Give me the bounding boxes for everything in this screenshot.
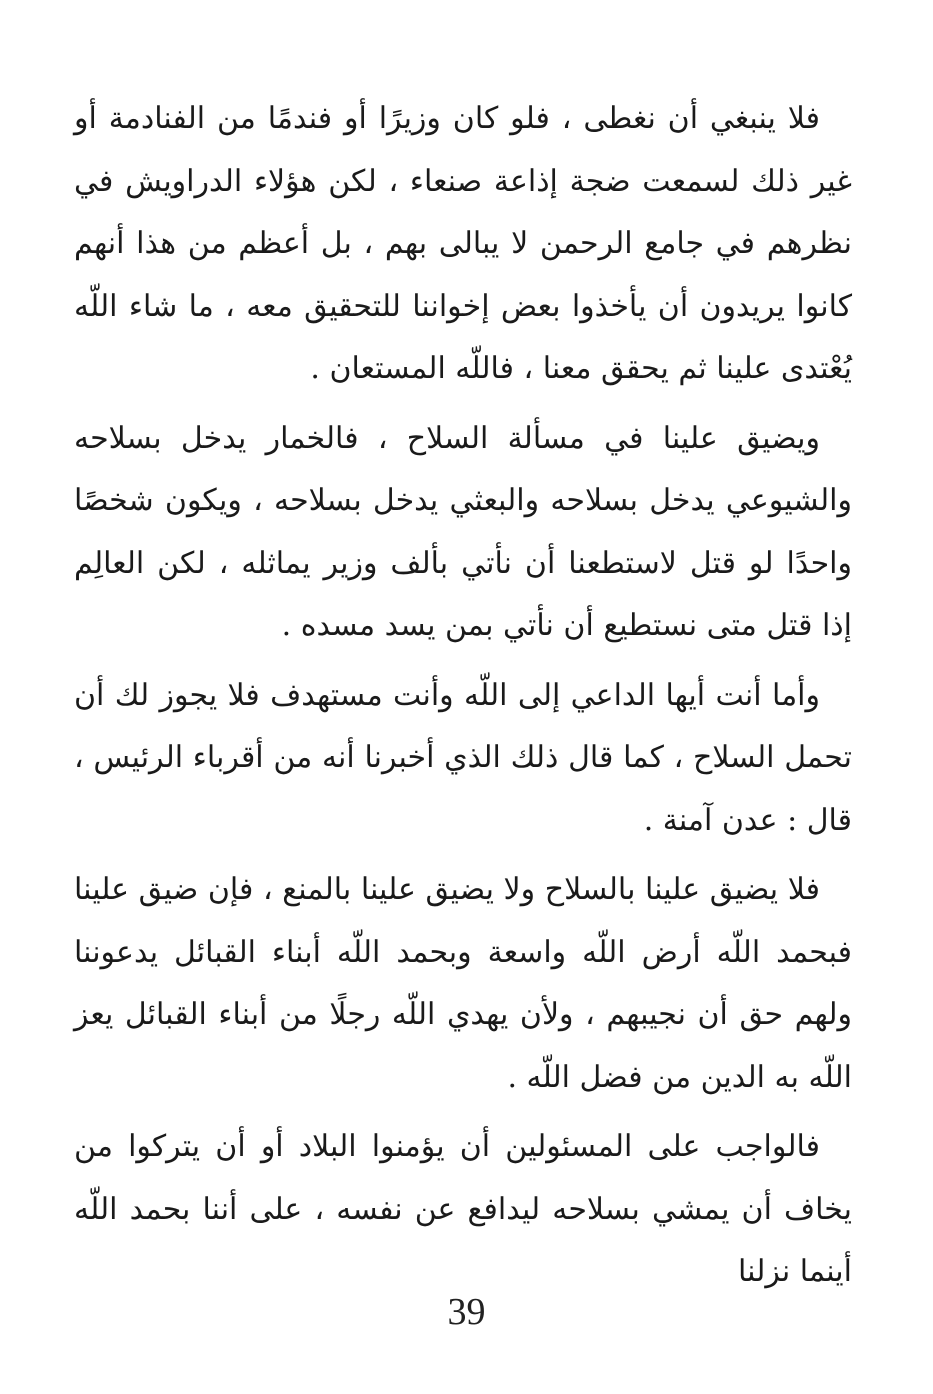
paragraph-1: فلا ينبغي أن نغطى ، فلو كان وزيرًا أو فندمًا من الفنادمة أو غير ذلك لسمعت ضجة إذاعة صنعاء ، لكن هؤلاء الدراويش في نظرهم في جامع الرحمن لا يبالى بهم ، بل أعظم من هذا أنهم كانوا يريدون أن يأخذوا بعض إخواننا للتحقيق معه ، ما شاء اللّه يُعْتدى علينا ثم يحقق معنا ، فاللّه المستعان . [74, 101, 852, 386]
paragraph-2: ويضيق علينا في مسألة السلاح ، فالخمار يدخل بسلاحه والشيوعي يدخل بسلاحه والبعثي يدخل بسلاحه ، ويكون شخصًا واحدًا لو قتل لاستطعنا أن نأتي بألف وزير يماثله ، لكن العالِم إذا قتل متى نستطيع أن نأتي بمن يسد مسده . [74, 420, 852, 643]
page-number: 39 [447, 1291, 486, 1333]
paragraph-5: فالواجب على المسئولين أن يؤمنوا البلاد أو أن يتركوا من يخاف أن يمشي بسلاحه ليدافع عن نفسه ، على أننا بحمد اللّه أينما نزلنا [74, 1129, 852, 1289]
paragraph-3: وأما أنت أيها الداعي إلى اللّه وأنت مستهدف فلا يجوز لك أن تحمل السلاح ، كما قال ذلك الذي أخبرنا أنه من أقرباء الرئيس ، قال : عدن آمنة . [74, 677, 852, 838]
paragraph-4: فلا يضيق علينا بالسلاح ولا يضيق علينا بالمنع ، فإن ضيق علينا فبحمد اللّه أرض اللّه واسعة وبحمد اللّه أبناء القبائل يدعوننا ولهم حق أن نجيبهم ، ولأن يهدي اللّه رجلًا من أبناء القبائل يعز اللّه به الدين من فضل اللّه . [74, 872, 852, 1095]
book-page-text [74, 88, 852, 1304]
